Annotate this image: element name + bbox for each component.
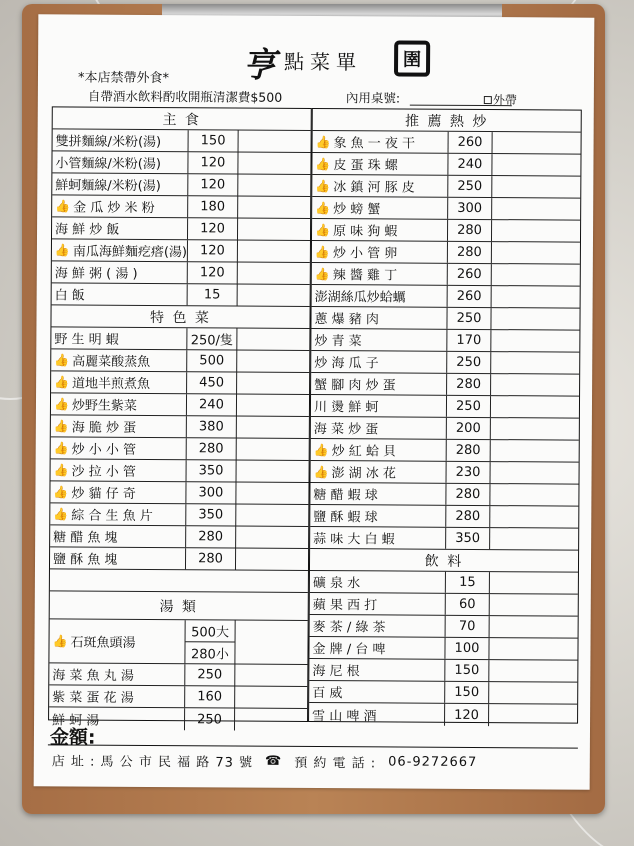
dish-name xyxy=(311,417,447,439)
phone-icon: ☎ xyxy=(265,753,283,769)
menu-item-row[interactable] xyxy=(311,417,579,441)
menu-item-row[interactable] xyxy=(50,547,308,571)
dish-name xyxy=(49,663,185,685)
phone-label: 預 約 電 話 : xyxy=(294,755,377,772)
dish-name-text: 炒 青 菜 xyxy=(314,334,362,350)
seal-logo: 圉 xyxy=(394,40,430,76)
quantity-cell[interactable] xyxy=(238,175,310,196)
quantity-cell[interactable] xyxy=(492,286,580,308)
dish-price: 250 xyxy=(448,176,492,197)
section-title: 飲 料 xyxy=(424,553,464,570)
dish-price: 120 xyxy=(188,218,238,239)
footer xyxy=(52,750,478,772)
quantity-cell[interactable] xyxy=(238,241,310,262)
menu-item-row[interactable] xyxy=(311,373,579,397)
thumbs-up-icon: 👍 xyxy=(314,266,330,281)
dish-price: 180 xyxy=(188,196,238,217)
dish-name-text: 象 魚 一 夜 干 xyxy=(333,136,416,152)
thumbs-up-icon: 👍 xyxy=(53,440,69,456)
quantity-cell[interactable] xyxy=(490,572,578,594)
quantity-cell[interactable] xyxy=(490,528,578,550)
menu-item-row[interactable] xyxy=(51,393,309,417)
dish-price: 280 xyxy=(447,374,491,395)
dish-name xyxy=(311,307,447,329)
dish-name xyxy=(312,153,448,175)
dish-name-text: 炒 海 瓜 子 xyxy=(314,356,379,372)
blank-row xyxy=(50,569,308,593)
dish-price: 250 xyxy=(447,396,491,417)
menu-item-row[interactable] xyxy=(311,439,579,463)
dish-price: 350 xyxy=(446,528,490,549)
dish-name-text: 海 鮮 粥 ( 湯 ) xyxy=(54,266,138,282)
dish-price: 280 xyxy=(186,548,236,569)
dish-name xyxy=(311,461,447,483)
price-large: 500大 xyxy=(186,620,235,642)
takeout-checkbox[interactable] xyxy=(484,96,492,104)
address: 店 址 : 馬 公 市 民 福 路 73 號 xyxy=(51,754,254,771)
menu-item-row[interactable] xyxy=(51,437,309,461)
dish-name-text: 冰 鎮 河 豚 皮 xyxy=(333,180,415,196)
dish-name xyxy=(310,615,446,637)
section-header xyxy=(313,109,581,133)
dish-price: 500 xyxy=(187,350,237,371)
dish-price: 280 xyxy=(187,438,237,459)
dish-name xyxy=(49,619,185,663)
dish-name xyxy=(311,329,447,351)
quantity-cell[interactable] xyxy=(238,153,310,174)
dish-price: 280 xyxy=(446,506,490,527)
quantity-cell[interactable] xyxy=(489,660,577,682)
dish-name xyxy=(312,175,448,197)
dish-price: 15 xyxy=(188,284,238,305)
dish-name xyxy=(51,371,187,393)
dish-name xyxy=(50,481,186,503)
dish-name xyxy=(51,327,187,349)
dish-price: 70 xyxy=(446,616,490,637)
quantity-cell[interactable] xyxy=(238,219,310,240)
dish-name-text: 炒 螃 蟹 xyxy=(333,202,381,218)
menu-item-row[interactable] xyxy=(311,307,579,331)
quantity-cell[interactable] xyxy=(493,132,581,154)
thumbs-up-icon: 👍 xyxy=(315,178,331,193)
dish-name-text: 沙 拉 小 管 xyxy=(71,464,136,480)
dish-price: 120 xyxy=(188,174,238,195)
menu-item-row[interactable] xyxy=(310,615,578,639)
quantity-cell[interactable] xyxy=(236,505,308,526)
dish-price: 350 xyxy=(186,504,236,525)
dish-name-text: 蘋 果 西 打 xyxy=(312,597,378,614)
no-outside-food-notice: *本店禁帶外食* xyxy=(77,70,170,87)
dish-name-text: 海 脆 炒 蛋 xyxy=(71,420,137,436)
thumbs-up-icon: 👍 xyxy=(313,442,329,457)
dish-price: 250 xyxy=(447,352,491,373)
dish-name-text: 澎 湖 冰 花 xyxy=(331,466,396,482)
dish-name xyxy=(311,351,447,373)
menu-item-row[interactable] xyxy=(310,571,578,595)
menu-item-row[interactable] xyxy=(51,415,309,439)
dish-name xyxy=(309,681,445,703)
takeout-label: 外帶 xyxy=(492,93,517,108)
dish-name-text: 雙拼麵線/米粉(湯) xyxy=(55,134,162,151)
dish-name-text: 鮮蚵麵線/米粉(湯) xyxy=(55,178,161,195)
dish-price: 150 xyxy=(445,682,489,703)
thumbs-up-icon: 👍 xyxy=(315,134,331,149)
dish-name xyxy=(50,503,186,525)
dish-name-text: 金 瓜 炒 米 粉 xyxy=(73,200,155,217)
dish-name-text: 金 牌 / 台 啤 xyxy=(312,641,386,658)
quantity-cell[interactable] xyxy=(236,483,308,504)
dish-name-text: 野 生 明 蝦 xyxy=(54,332,119,348)
thumbs-up-icon: 👍 xyxy=(315,200,331,215)
dish-name xyxy=(313,131,449,153)
dish-name-text: 蒜 味 大 白 蝦 xyxy=(313,531,395,548)
menu-item-row[interactable] xyxy=(52,283,310,307)
menu-item-row[interactable] xyxy=(312,197,580,221)
dish-name xyxy=(52,283,188,305)
dish-price: 200 xyxy=(447,418,491,439)
dish-name xyxy=(52,239,188,261)
quantity-cell[interactable] xyxy=(490,484,578,506)
dish-name-text: 蔥 爆 豬 肉 xyxy=(314,312,379,328)
quantity-cell[interactable] xyxy=(489,638,577,660)
menu-item-row[interactable] xyxy=(312,241,580,265)
section-header xyxy=(50,591,308,621)
order-sheet xyxy=(34,14,595,789)
menu-item-row[interactable] xyxy=(310,483,578,507)
phone-number: 06-9272667 xyxy=(388,754,478,771)
dish-price: 120 xyxy=(188,240,238,261)
menu-item-row[interactable] xyxy=(52,195,310,219)
quantity-cell[interactable] xyxy=(491,330,579,352)
total-amount-label: 金額: xyxy=(49,726,96,749)
section-header xyxy=(53,107,311,131)
dish-price: 15 xyxy=(446,572,490,593)
dish-price: 60 xyxy=(446,594,490,615)
dish-name-text: 海 菜 炒 蛋 xyxy=(313,421,379,438)
dish-name xyxy=(311,395,447,417)
dish-name-text: 海 尼 根 xyxy=(312,663,360,680)
menu-item-row[interactable] xyxy=(310,505,578,529)
menu-item-row[interactable] xyxy=(311,395,579,419)
menu-item-row[interactable] xyxy=(51,349,309,373)
dish-name xyxy=(310,571,446,593)
menu-item-row[interactable] xyxy=(309,703,577,727)
quantity-cell[interactable] xyxy=(490,506,578,528)
menu-item-row[interactable] xyxy=(311,351,579,375)
dish-price: 230 xyxy=(447,462,491,483)
menu-item-row[interactable] xyxy=(310,527,578,551)
thumbs-up-icon: 👍 xyxy=(314,244,330,259)
quantity-cell[interactable] xyxy=(239,131,311,152)
dish-price: 240 xyxy=(448,154,492,175)
dish-price: 250 xyxy=(447,308,491,329)
dish-name xyxy=(311,373,447,395)
dish-name-text: 道地半煎煮魚 xyxy=(72,376,151,392)
dish-price: 260 xyxy=(449,132,493,153)
dish-price: 120 xyxy=(445,704,489,726)
menu-item-row[interactable] xyxy=(52,217,310,241)
dish-price: 280 xyxy=(448,242,492,263)
quantity-cell[interactable] xyxy=(491,462,579,484)
dish-name xyxy=(50,525,186,547)
quantity-cell[interactable] xyxy=(235,709,307,731)
quantity-cell[interactable] xyxy=(235,621,307,664)
dish-name-text: 雪 山 啤 酒 xyxy=(312,708,377,724)
menu-item-row[interactable] xyxy=(51,459,309,483)
dish-name-text: 炒 貓 仔 奇 xyxy=(71,486,136,502)
quantity-cell[interactable] xyxy=(491,374,579,396)
dish-name-text: 綜 合 生 魚 片 xyxy=(71,508,153,525)
menu-item-row[interactable] xyxy=(52,173,310,197)
dish-price: 280 xyxy=(186,526,236,547)
menu-item-row[interactable] xyxy=(50,481,308,505)
quantity-cell[interactable] xyxy=(236,527,308,548)
menu-item-row[interactable] xyxy=(312,219,580,243)
menu-item-row[interactable] xyxy=(311,461,579,485)
restaurant-logo: 亨 xyxy=(241,45,277,86)
quantity-cell[interactable] xyxy=(489,682,577,704)
dish-name xyxy=(312,219,448,241)
dish-name-text: 小管麵線/米粉(湯) xyxy=(55,156,162,173)
total-divider xyxy=(48,744,578,748)
section-title: 推 薦 熱 炒 xyxy=(404,113,489,130)
dish-name xyxy=(49,685,185,707)
section-title: 主 食 xyxy=(162,111,201,128)
menu-item-row[interactable] xyxy=(310,593,578,617)
quantity-cell[interactable] xyxy=(235,687,307,708)
quantity-cell[interactable] xyxy=(238,285,310,306)
thumbs-up-icon: 👍 xyxy=(54,242,70,258)
quantity-cell[interactable] xyxy=(492,176,580,198)
quantity-cell[interactable] xyxy=(237,439,309,460)
thumbs-up-icon: 👍 xyxy=(54,374,70,390)
dish-name xyxy=(312,285,448,307)
dish-name xyxy=(52,195,188,217)
dish-name-text: 澎湖絲瓜炒蛤蠣 xyxy=(314,290,406,306)
takeout-option[interactable] xyxy=(484,91,517,108)
dish-name-text: 糖 醋 蝦 球 xyxy=(313,487,378,504)
price-small: 280小 xyxy=(190,647,229,663)
dish-price: 100 xyxy=(445,638,489,659)
dish-name xyxy=(51,459,187,481)
dish-name-text: 白 飯 xyxy=(54,288,85,304)
dish-price: 280 xyxy=(448,220,492,241)
dish-name-text: 川 燙 鮮 蚵 xyxy=(313,400,379,416)
dish-name-text: 南瓜海鮮麵疙瘩(湯) xyxy=(72,244,188,261)
quantity-cell[interactable] xyxy=(237,395,309,416)
dish-name-text: 糖 醋 魚 塊 xyxy=(53,530,118,546)
dish-name-text: 高麗菜酸蒸魚 xyxy=(72,354,151,370)
quantity-cell[interactable] xyxy=(490,616,578,638)
dish-name xyxy=(310,527,446,549)
dish-price: 280 xyxy=(446,484,490,505)
dish-name-text: 皮 蛋 珠 螺 xyxy=(333,158,398,174)
dish-name xyxy=(309,703,445,726)
quantity-cell[interactable] xyxy=(238,197,310,218)
menu-item-row[interactable] xyxy=(312,175,580,199)
dish-name xyxy=(310,593,446,615)
section-header xyxy=(51,305,309,329)
section-title: 特 色 菜 xyxy=(150,309,212,326)
quantity-cell[interactable] xyxy=(492,220,580,242)
menu-item-row[interactable] xyxy=(313,131,581,155)
menu-item-row[interactable] xyxy=(312,285,580,309)
dish-price: 260 xyxy=(448,264,492,285)
section-header xyxy=(310,549,578,573)
dish-price: 170 xyxy=(447,330,491,351)
dish-name xyxy=(310,483,446,505)
thumbs-up-icon: 👍 xyxy=(315,222,331,237)
dish-price: 150 xyxy=(189,130,239,151)
dish-price: 300 xyxy=(186,482,236,503)
menu-item-row[interactable] xyxy=(49,685,307,709)
menu-item-row[interactable] xyxy=(49,663,307,687)
dish-name-text: 炒 小 管 卵 xyxy=(332,246,398,262)
dish-name-text: 石斑魚頭湯 xyxy=(70,635,136,651)
dish-price: 280 xyxy=(447,440,491,461)
right-menu-column xyxy=(308,108,582,724)
dish-price: 120 xyxy=(188,262,238,283)
dish-name xyxy=(52,173,188,195)
menu-item-row[interactable] xyxy=(309,659,577,683)
dish-price: 160 xyxy=(185,686,235,707)
dish-name xyxy=(312,263,448,285)
dish-name xyxy=(51,393,187,415)
dish-name xyxy=(51,415,187,437)
menu-item-row[interactable] xyxy=(50,503,308,527)
quantity-cell[interactable] xyxy=(237,351,309,372)
left-menu-column xyxy=(48,106,312,729)
dish-price: 250 xyxy=(185,664,235,685)
quantity-cell[interactable] xyxy=(491,440,579,462)
dish-name-text: 海 菜 魚 丸 湯 xyxy=(52,668,134,684)
table-number-label: 內用桌號: xyxy=(345,90,401,106)
dish-price: 380 xyxy=(187,416,237,437)
dish-name xyxy=(310,505,446,527)
dish-price: 250/隻 xyxy=(187,328,237,349)
dish-name-text: 海 鮮 炒 飯 xyxy=(55,222,120,238)
dish-name xyxy=(52,151,188,173)
menu-item-row[interactable] xyxy=(52,151,310,175)
dish-name-text: 鹽 酥 蝦 球 xyxy=(313,509,378,526)
thumbs-up-icon: 👍 xyxy=(53,418,69,434)
dish-name-text: 鮮 蚵 湯 xyxy=(52,712,100,729)
quantity-cell[interactable] xyxy=(237,417,309,438)
dish-name xyxy=(52,217,188,239)
quantity-cell[interactable] xyxy=(491,418,579,440)
dish-name-text: 百 威 xyxy=(312,685,343,702)
quantity-cell[interactable] xyxy=(492,198,580,220)
quantity-cell[interactable] xyxy=(491,308,579,330)
thumbs-up-icon: 👍 xyxy=(315,156,331,171)
dish-price: 250 xyxy=(185,708,235,730)
dish-name xyxy=(50,547,186,569)
section-title: 湯 類 xyxy=(159,598,199,615)
dish-name-text: 炒 紅 蛤 貝 xyxy=(331,444,397,460)
thumbs-up-icon: 👍 xyxy=(53,506,69,522)
dish-name-text: 原 味 狗 蝦 xyxy=(332,224,398,240)
thumbs-up-icon: 👍 xyxy=(52,633,68,648)
quantity-cell[interactable] xyxy=(237,329,309,350)
menu-item-row[interactable] xyxy=(51,371,309,395)
quantity-cell[interactable] xyxy=(492,154,580,176)
dish-name-text: 炒 小 小 管 xyxy=(71,442,137,458)
corkage-fee-notice: 自帶酒水飲料酌收開瓶清潔費$500 xyxy=(87,88,283,105)
menu-item-row[interactable] xyxy=(50,525,308,549)
quantity-cell[interactable] xyxy=(490,594,578,616)
menu-item-row[interactable] xyxy=(312,263,580,287)
menu-item-row[interactable] xyxy=(309,637,577,661)
menu-item-row[interactable] xyxy=(53,129,311,153)
menu-item-row[interactable] xyxy=(52,239,310,263)
thumbs-up-icon: 👍 xyxy=(53,396,69,412)
dish-price: 450 xyxy=(187,372,237,393)
quantity-cell[interactable] xyxy=(492,242,580,264)
menu-item-row[interactable] xyxy=(52,261,310,285)
dish-name-text: 麥 茶 / 綠 茶 xyxy=(312,619,386,636)
dish-name xyxy=(309,637,445,659)
menu-item-row[interactable] xyxy=(309,681,577,705)
dish-name-text: 辣 醬 雞 丁 xyxy=(332,268,398,284)
dish-price: 120 xyxy=(188,152,238,173)
dish-price-sizes xyxy=(185,620,235,663)
quantity-cell[interactable] xyxy=(489,704,577,727)
page-title: 點菜單 xyxy=(284,49,363,75)
dish-price: 150 xyxy=(445,660,489,681)
dish-name xyxy=(53,129,189,151)
quantity-cell[interactable] xyxy=(492,264,580,286)
thumbs-up-icon: 👍 xyxy=(54,352,70,368)
quantity-cell[interactable] xyxy=(491,352,579,374)
dish-price: 300 xyxy=(448,198,492,219)
menu-item-row[interactable] xyxy=(51,327,309,351)
quantity-cell[interactable] xyxy=(236,549,308,570)
dish-name xyxy=(311,439,447,461)
quantity-cell[interactable] xyxy=(491,396,579,418)
dish-name xyxy=(312,197,448,219)
quantity-cell[interactable] xyxy=(238,263,310,284)
dish-name-text: 紫 菜 蛋 花 湯 xyxy=(52,690,134,706)
dish-name-text: 礦 泉 水 xyxy=(312,575,361,592)
dish-price: 240 xyxy=(187,394,237,415)
quantity-cell[interactable] xyxy=(237,461,309,482)
dish-price: 260 xyxy=(448,286,492,307)
quantity-cell[interactable] xyxy=(235,665,307,686)
thumbs-up-icon: 👍 xyxy=(313,464,329,479)
menu-item-row[interactable] xyxy=(311,329,579,353)
dish-name xyxy=(312,241,448,263)
menu-item-row[interactable] xyxy=(49,619,307,665)
dish-name xyxy=(51,437,187,459)
dish-name-text: 鹽 酥 魚 塊 xyxy=(52,552,118,568)
dish-name xyxy=(309,659,445,681)
dish-name xyxy=(51,349,187,371)
dish-name-text: 炒野生紫菜 xyxy=(71,398,137,414)
dish-price: 350 xyxy=(187,460,237,481)
dish-name xyxy=(52,261,188,283)
thumbs-up-icon: 👍 xyxy=(55,198,71,214)
quantity-cell[interactable] xyxy=(237,373,309,394)
thumbs-up-icon: 👍 xyxy=(53,462,69,478)
thumbs-up-icon: 👍 xyxy=(53,484,69,500)
menu-item-row[interactable] xyxy=(312,153,580,177)
dish-name-text: 蟹 腳 肉 炒 蛋 xyxy=(314,378,396,394)
